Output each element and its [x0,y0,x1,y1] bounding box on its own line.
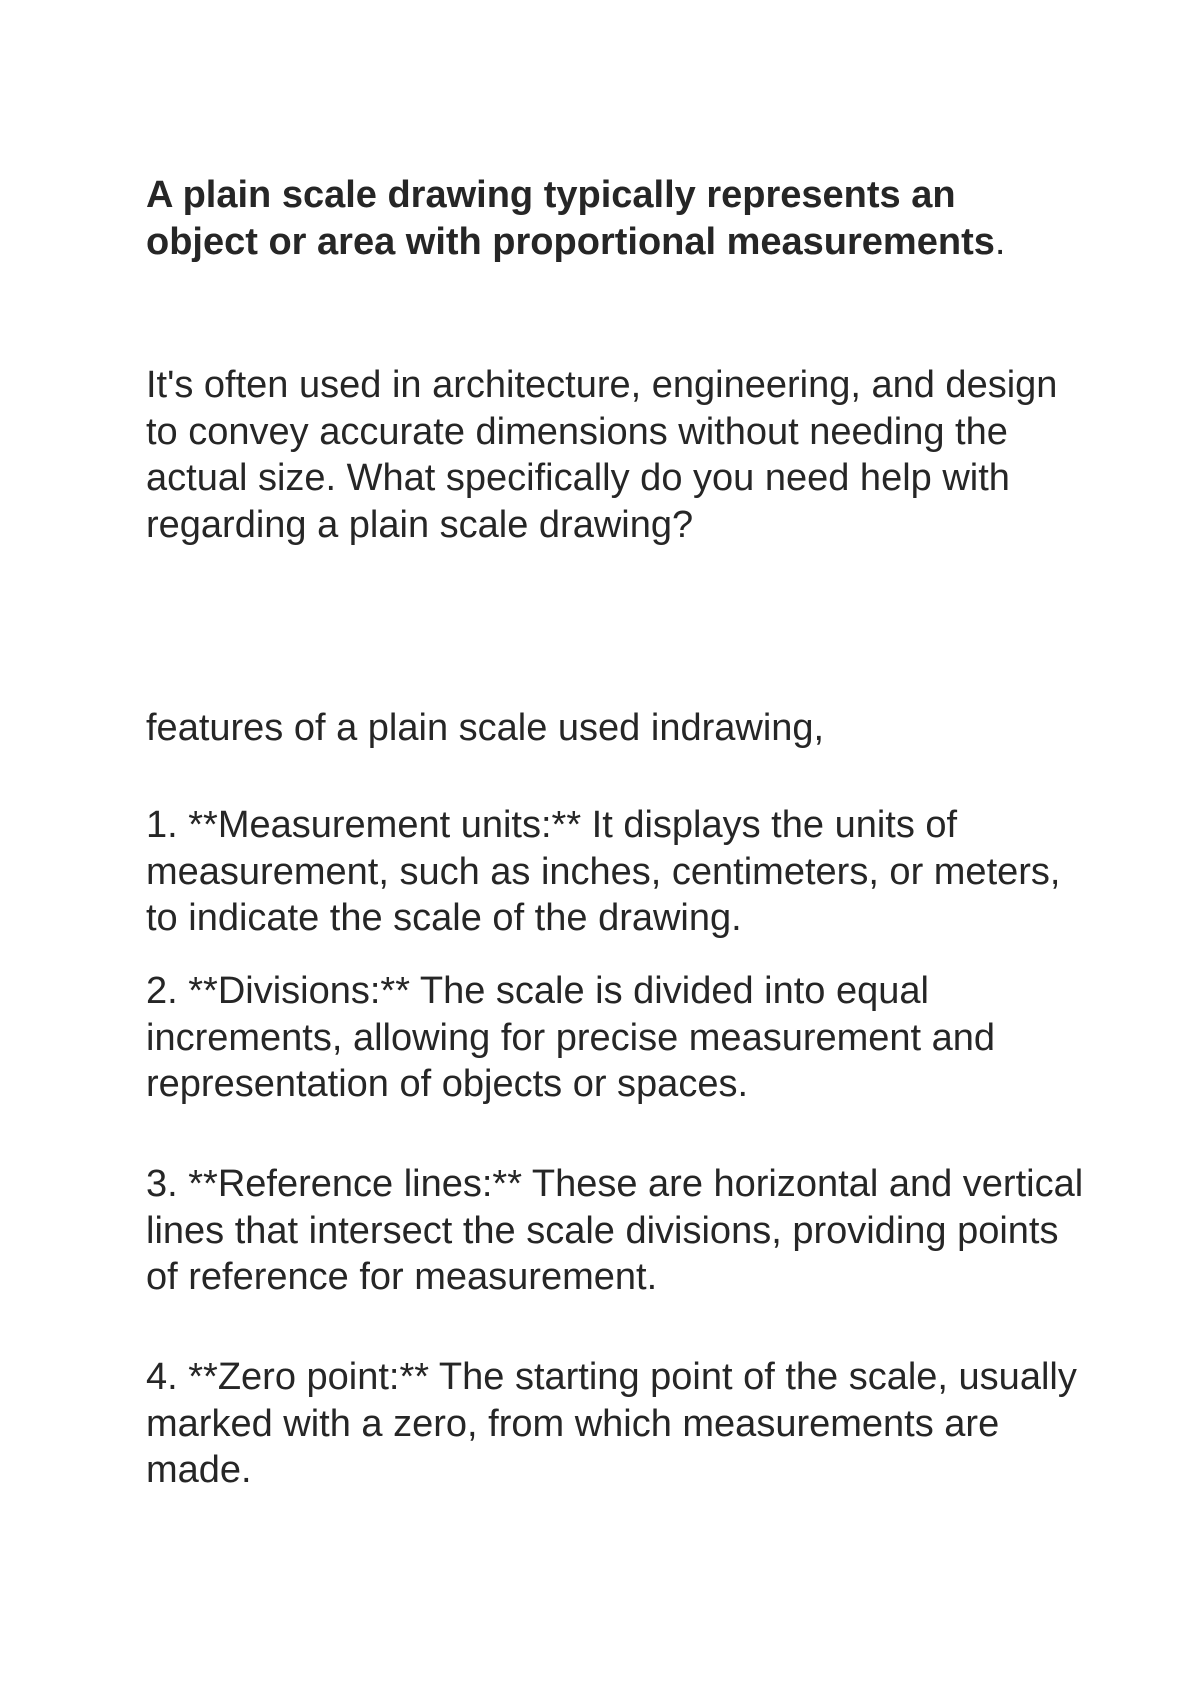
feature-item-reference-lines: 3. **Reference lines:** These are horizontal and vertical lines that intersect the scale divisions, providing points of reference for measurement. [146,1163,1084,1298]
heading-period: . [994,220,1006,263]
heading-paragraph [146,172,1026,265]
feature-item-measurement-units: 1. **Measurement units:** It displays the units of measurement, such as inches, centimeters, or meters, to indicate the scale of the drawing. [146,804,1061,939]
heading-bold-text: A plain scale drawing typically represents an object or area with proportional measurements [146,174,995,263]
intro-paragraph: It's often used in architecture, engineering, and design to convey accurate dimensions without needing the actual size. What specifically do you need help with regarding a plain scale drawing? [146,364,1058,546]
feature-item-divisions: 2. **Divisions:** The scale is divided into equal increments, allowing for precise measurement and representation of objects or spaces. [146,970,996,1105]
features-title: features of a plain scale used indrawing, [146,707,825,749]
feature-item-zero-point: 4. **Zero point:** The starting point of the scale, usually marked with a zero, from which measurements are made. [146,1356,1077,1491]
